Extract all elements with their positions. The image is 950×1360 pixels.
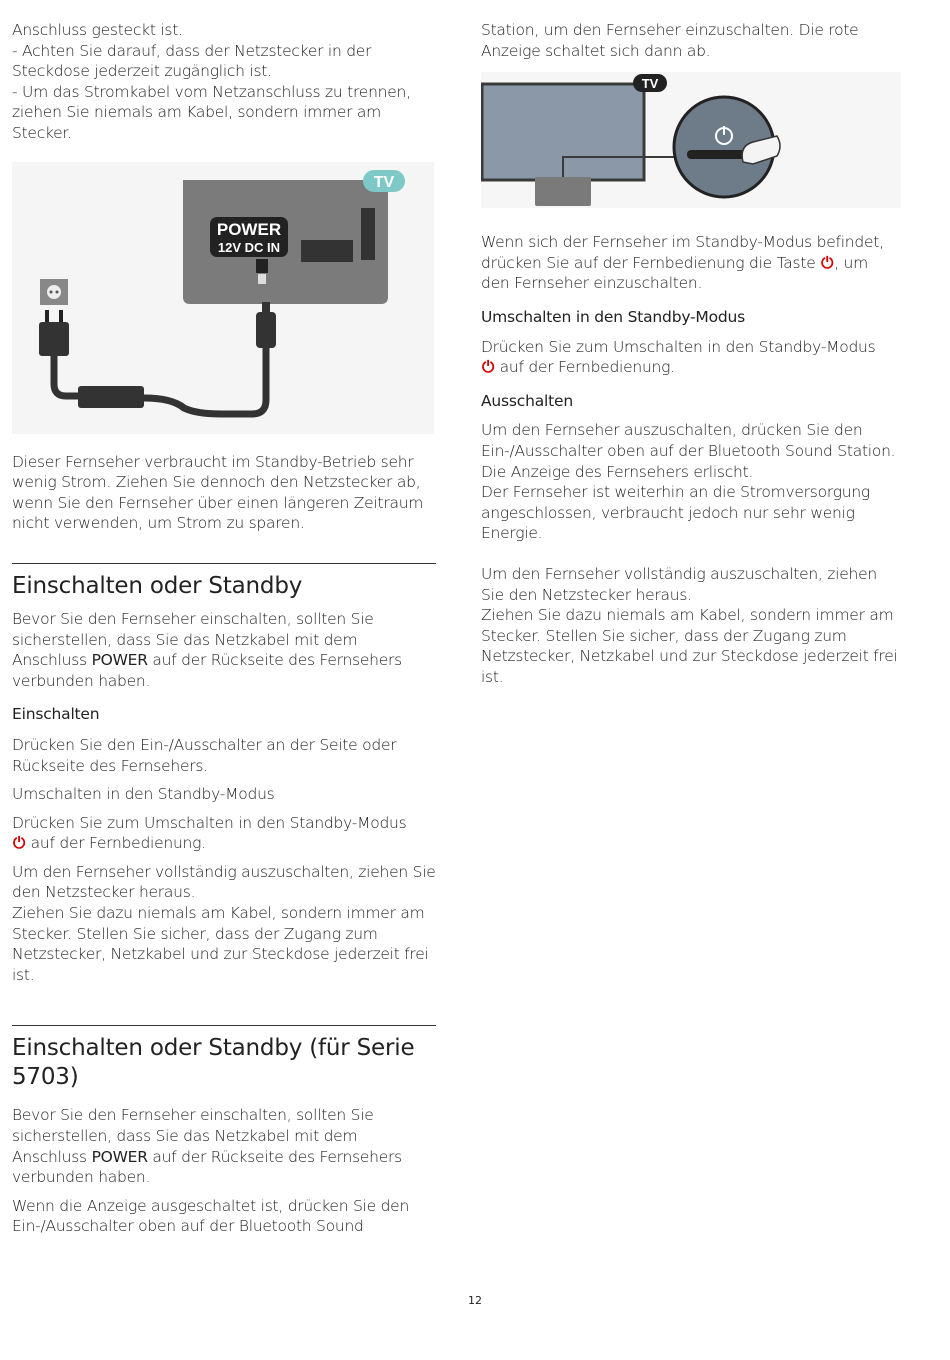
paragraph: Dieser Fernseher verbraucht im Standby-Betrieb sehr wenig Strom. Ziehen Sie dennoch den Netzstecker ab, wenn Sie den Fernseher über einen längeren Zeitraum nicht verwenden, um Strom zu sparen. xyxy=(12,452,424,533)
paragraph: Der Fernseher ist weiterhin an die Stromversorgung angeschlossen, verbraucht jedoch nur sehr wenig Energie. xyxy=(481,483,870,543)
power-icon: ⏻ xyxy=(821,253,834,272)
paragraph: Bevor Sie den Fernseher einschalten, sollten Sie sicherstellen, dass Sie das Netzkabel mit dem Anschluss POWER auf der Rückseite des Fernsehers verbunden haben. xyxy=(12,1106,402,1187)
paragraph: Wenn die Anzeige ausgeschaltet ist, drücken Sie den Ein-/Ausschalter oben auf der Bluetooth Sound xyxy=(12,1196,410,1236)
subheading: Einschalten xyxy=(12,705,100,724)
paragraph: Wenn sich der Fernseher im Standby-Modus befindet, drücken Sie auf der Fernbedienung die Taste ⏻, um den Fernseher einzuschalten. xyxy=(481,233,884,293)
paragraph: - Achten Sie darauf, dass der Netzstecker in der Steckdose jederzeit zugänglich ist. xyxy=(12,41,372,81)
paragraph: Um den Fernseher auszuschalten, drücken Sie den Ein-/Ausschalter oben auf der Bluetooth Sound Station. Die Anzeige des Fernsehers erlischt. xyxy=(481,421,896,481)
paragraph: Station, um den Fernseher einzuschalten. Die rote Anzeige schaltet sich dann ab. xyxy=(481,21,859,60)
power-icon: ⏻ xyxy=(481,358,494,377)
paragraph: Ziehen Sie dazu niemals am Kabel, sondern immer am Stecker. Stellen Sie sicher, dass der Zugang zum Netzstecker, Netzkabel und zur Steckdose jederzeit frei ist. xyxy=(12,904,429,984)
subheading: Ausschalten xyxy=(481,391,573,410)
power-connection-figure xyxy=(12,162,434,434)
section-title: Einschalten oder Standby (für Serie 5703) xyxy=(12,1035,415,1091)
paragraph: Drücken Sie zum Umschalten in den Standby-Modus ⏻ auf der Fernbedienung. xyxy=(12,813,407,853)
paragraph: Drücken Sie zum Umschalten in den Standby-Modus ⏻ auf der Fernbedienung. xyxy=(481,337,876,377)
left-column xyxy=(12,20,436,1237)
power-port-label: POWER xyxy=(216,219,282,239)
section-divider xyxy=(12,563,436,564)
sound-station-figure xyxy=(481,72,901,208)
paragraph: Anschluss gesteckt ist. xyxy=(12,21,183,39)
paragraph: Um den Fernseher vollständig auszuschalten, ziehen Sie den Netzstecker heraus. xyxy=(481,564,877,604)
subheading: Umschalten in den Standby-Modus xyxy=(12,785,275,804)
section-divider xyxy=(12,1025,436,1026)
subheading: Umschalten in den Standby-Modus xyxy=(481,307,746,326)
paragraph: Drücken Sie den Ein-/Ausschalter an der Seite oder Rückseite des Fernsehers. xyxy=(12,735,397,775)
paragraph: - Um das Stromkabel vom Netzanschluss zu trennen, ziehen Sie niemals am Kabel, sondern immer am Stecker. xyxy=(12,82,411,142)
paragraph: Ziehen Sie dazu niemals am Kabel, sondern immer am Stecker. Stellen Sie sicher, dass der Zugang zum Netzstecker, Netzkabel und zur Steckdose jederzeit frei ist. xyxy=(481,606,898,686)
paragraph: Um den Fernseher vollständig auszuschalten, ziehen Sie den Netzstecker heraus. xyxy=(12,862,436,902)
tv-badge: TV xyxy=(373,173,395,191)
right-column xyxy=(481,20,901,687)
page-number: 12 xyxy=(468,1294,482,1307)
section-title: Einschalten oder Standby xyxy=(12,572,303,599)
tv-badge: TV xyxy=(641,76,659,92)
power-icon: ⏻ xyxy=(12,834,25,853)
power-port-sublabel: 12V DC IN xyxy=(217,239,281,255)
paragraph: Bevor Sie den Fernseher einschalten, sollten Sie sicherstellen, dass Sie das Netzkabel mit dem Anschluss POWER auf der Rückseite des Fernsehers verbunden haben. xyxy=(12,609,402,690)
